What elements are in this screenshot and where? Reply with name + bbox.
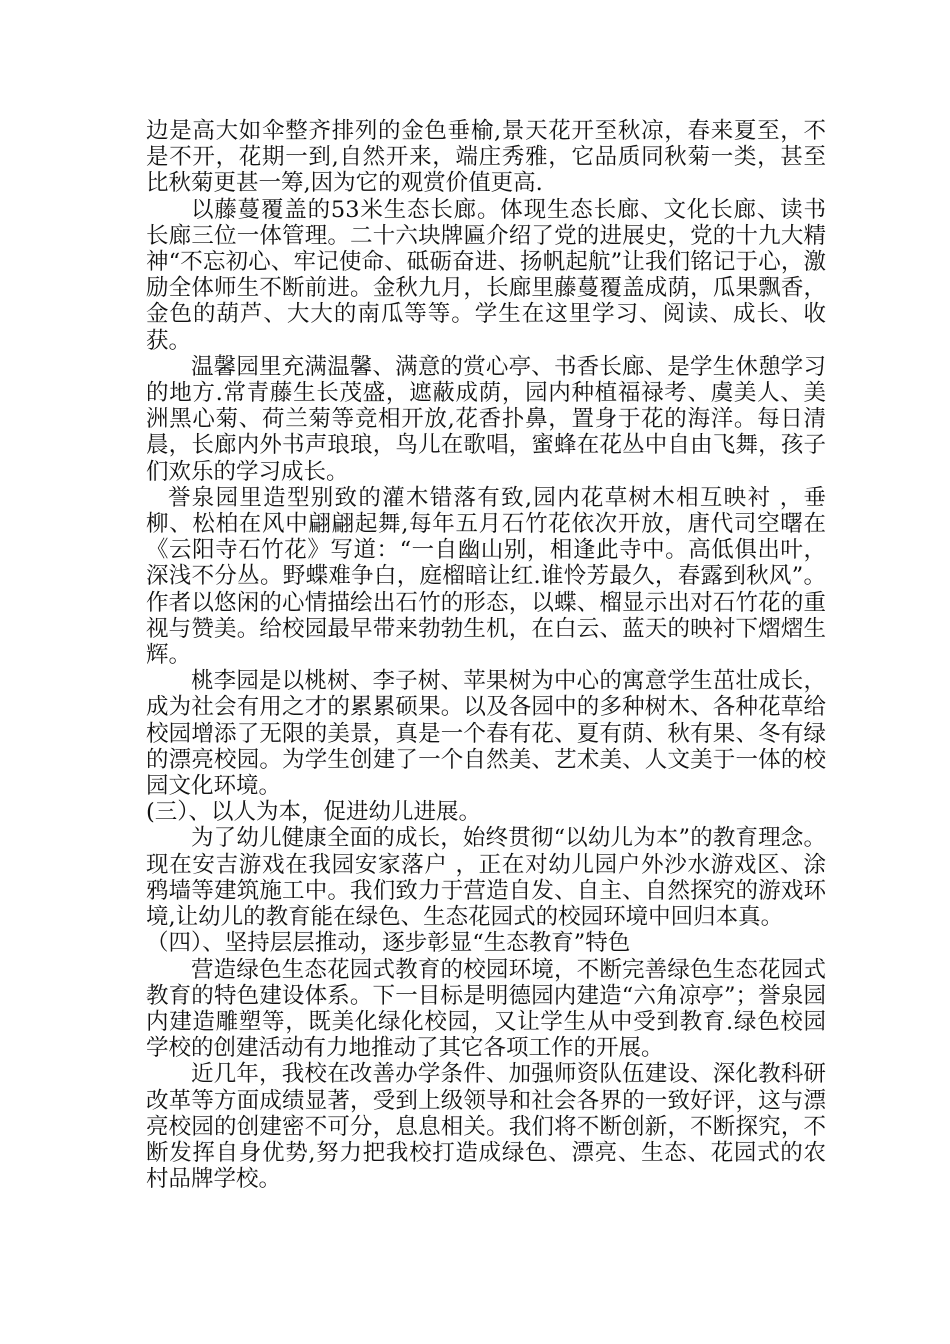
- document-body: [146, 118, 826, 1192]
- paragraph-wenxin-garden: 温馨园里充满温馨、满意的赏心亭、书香长廊、是学生休憩学习的地方.常青藤生长茂盛，遮蔽成荫，园内种植福禄考、虞美人、美洲黑心菊、荷兰菊等竞相开放,花香扑鼻，置身于花的海洋。每日清晨，长廊内外书声琅琅，鸟儿在歌唱，蜜蜂在花丛中自由飞舞，孩子们欢乐的学习成长。: [146, 353, 826, 485]
- section-heading-4: （四）、坚持层层推动，逐步彰显“生态教育”特色: [146, 930, 631, 957]
- paragraph-child-development: 为了幼儿健康全面的成长，始终贯彻“以幼儿为本”的教育理念。现在安吉游戏在我园安家落户 ，正在对幼儿园户外沙水游戏区、涂鸦墙等建筑施工中。我们致力于营造自发、自主、自然探究的游戏环境,让幼儿的教育能在绿色、生态花园式的校园环境中回归本真。: [146, 825, 826, 931]
- paragraph-yuquan-garden: 誉泉园里造型别致的灌木错落有致,园内花草树木相互映衬 ，垂柳、松柏在风中翩翩起舞,每年五月石竹花依次开放，唐代司空曙在《云阳寺石竹花》写道：“一自幽山别，相逢此寺中。高低俱出叶，深浅不分丛。野蝶难争白，庭榴暗让红.谁怜芳最久，春露到秋风”。作者以悠闲的心情描绘出石竹的形态，以蝶、榴显示出对石竹花的重视与赞美。给校园最早带来勃勃生机，在白云、蓝天的映衬下熠熠生辉。: [146, 484, 826, 669]
- paragraph-eco-education: 营造绿色生态花园式教育的校园环境，不断完善绿色生态花园式教育的特色建设体系。下一目标是明德园内建造“六角凉亭”；誉泉园内建造雕塑等，既美化绿化校园，又让学生从中受到教育.绿色校园学校的创建活动有力地推动了其它各项工作的开展。: [146, 956, 826, 1062]
- section-heading-3: (三）、以人为本，促进幼儿进展。: [146, 799, 482, 826]
- paragraph-1: 边是高大如伞整齐排列的金色垂榆,景天花开至秋凉，春来夏至，不是不开，花期一到,自然开来，端庄秀雅，它品质同秋菊一类，甚至比秋菊更甚一筹,因为它的观赏价值更高.: [146, 118, 826, 197]
- paragraph-conclusion: 近几年，我校在改善办学条件、加强师资队伍建设、深化教科研改革等方面成绩显著，受到上级领导和社会各界的一致好评，这与漂亮校园的创建密不可分，息息相关。我们将不断创新，不断探究，不断发挥自身优势,努力把我校打造成绿色、漂亮、生态、花园式的农村品牌学校。: [146, 1061, 826, 1193]
- paragraph-eco-corridor: 以藤蔓覆盖的53米生态长廊。体现生态长廊、文化长廊、读书长廊三位一体管理。二十六块牌匾介绍了党的进展史，党的十九大精神“不忘初心、牢记使命、砥砺奋进、扬帆起航”让我们铭记于心，激励全体师生不断前进。金秋九月，长廊里藤蔓覆盖成荫，瓜果飘香，金色的葫芦、大大的南瓜等等。学生在这里学习、阅读、成长、收获。: [146, 196, 826, 354]
- paragraph-taoli-garden: 桃李园是以桃树、李子树、苹果树为中心的寓意学生茁壮成长，成为社会有用之才的累累硕果。以及各园中的多种树木、各种花草给校园增添了无限的美景，真是一个春有花、夏有荫、秋有果、冬有绿的漂亮校园。为学生创建了一个自然美、艺术美、人文美于一体的校园文化环境。: [146, 668, 826, 800]
